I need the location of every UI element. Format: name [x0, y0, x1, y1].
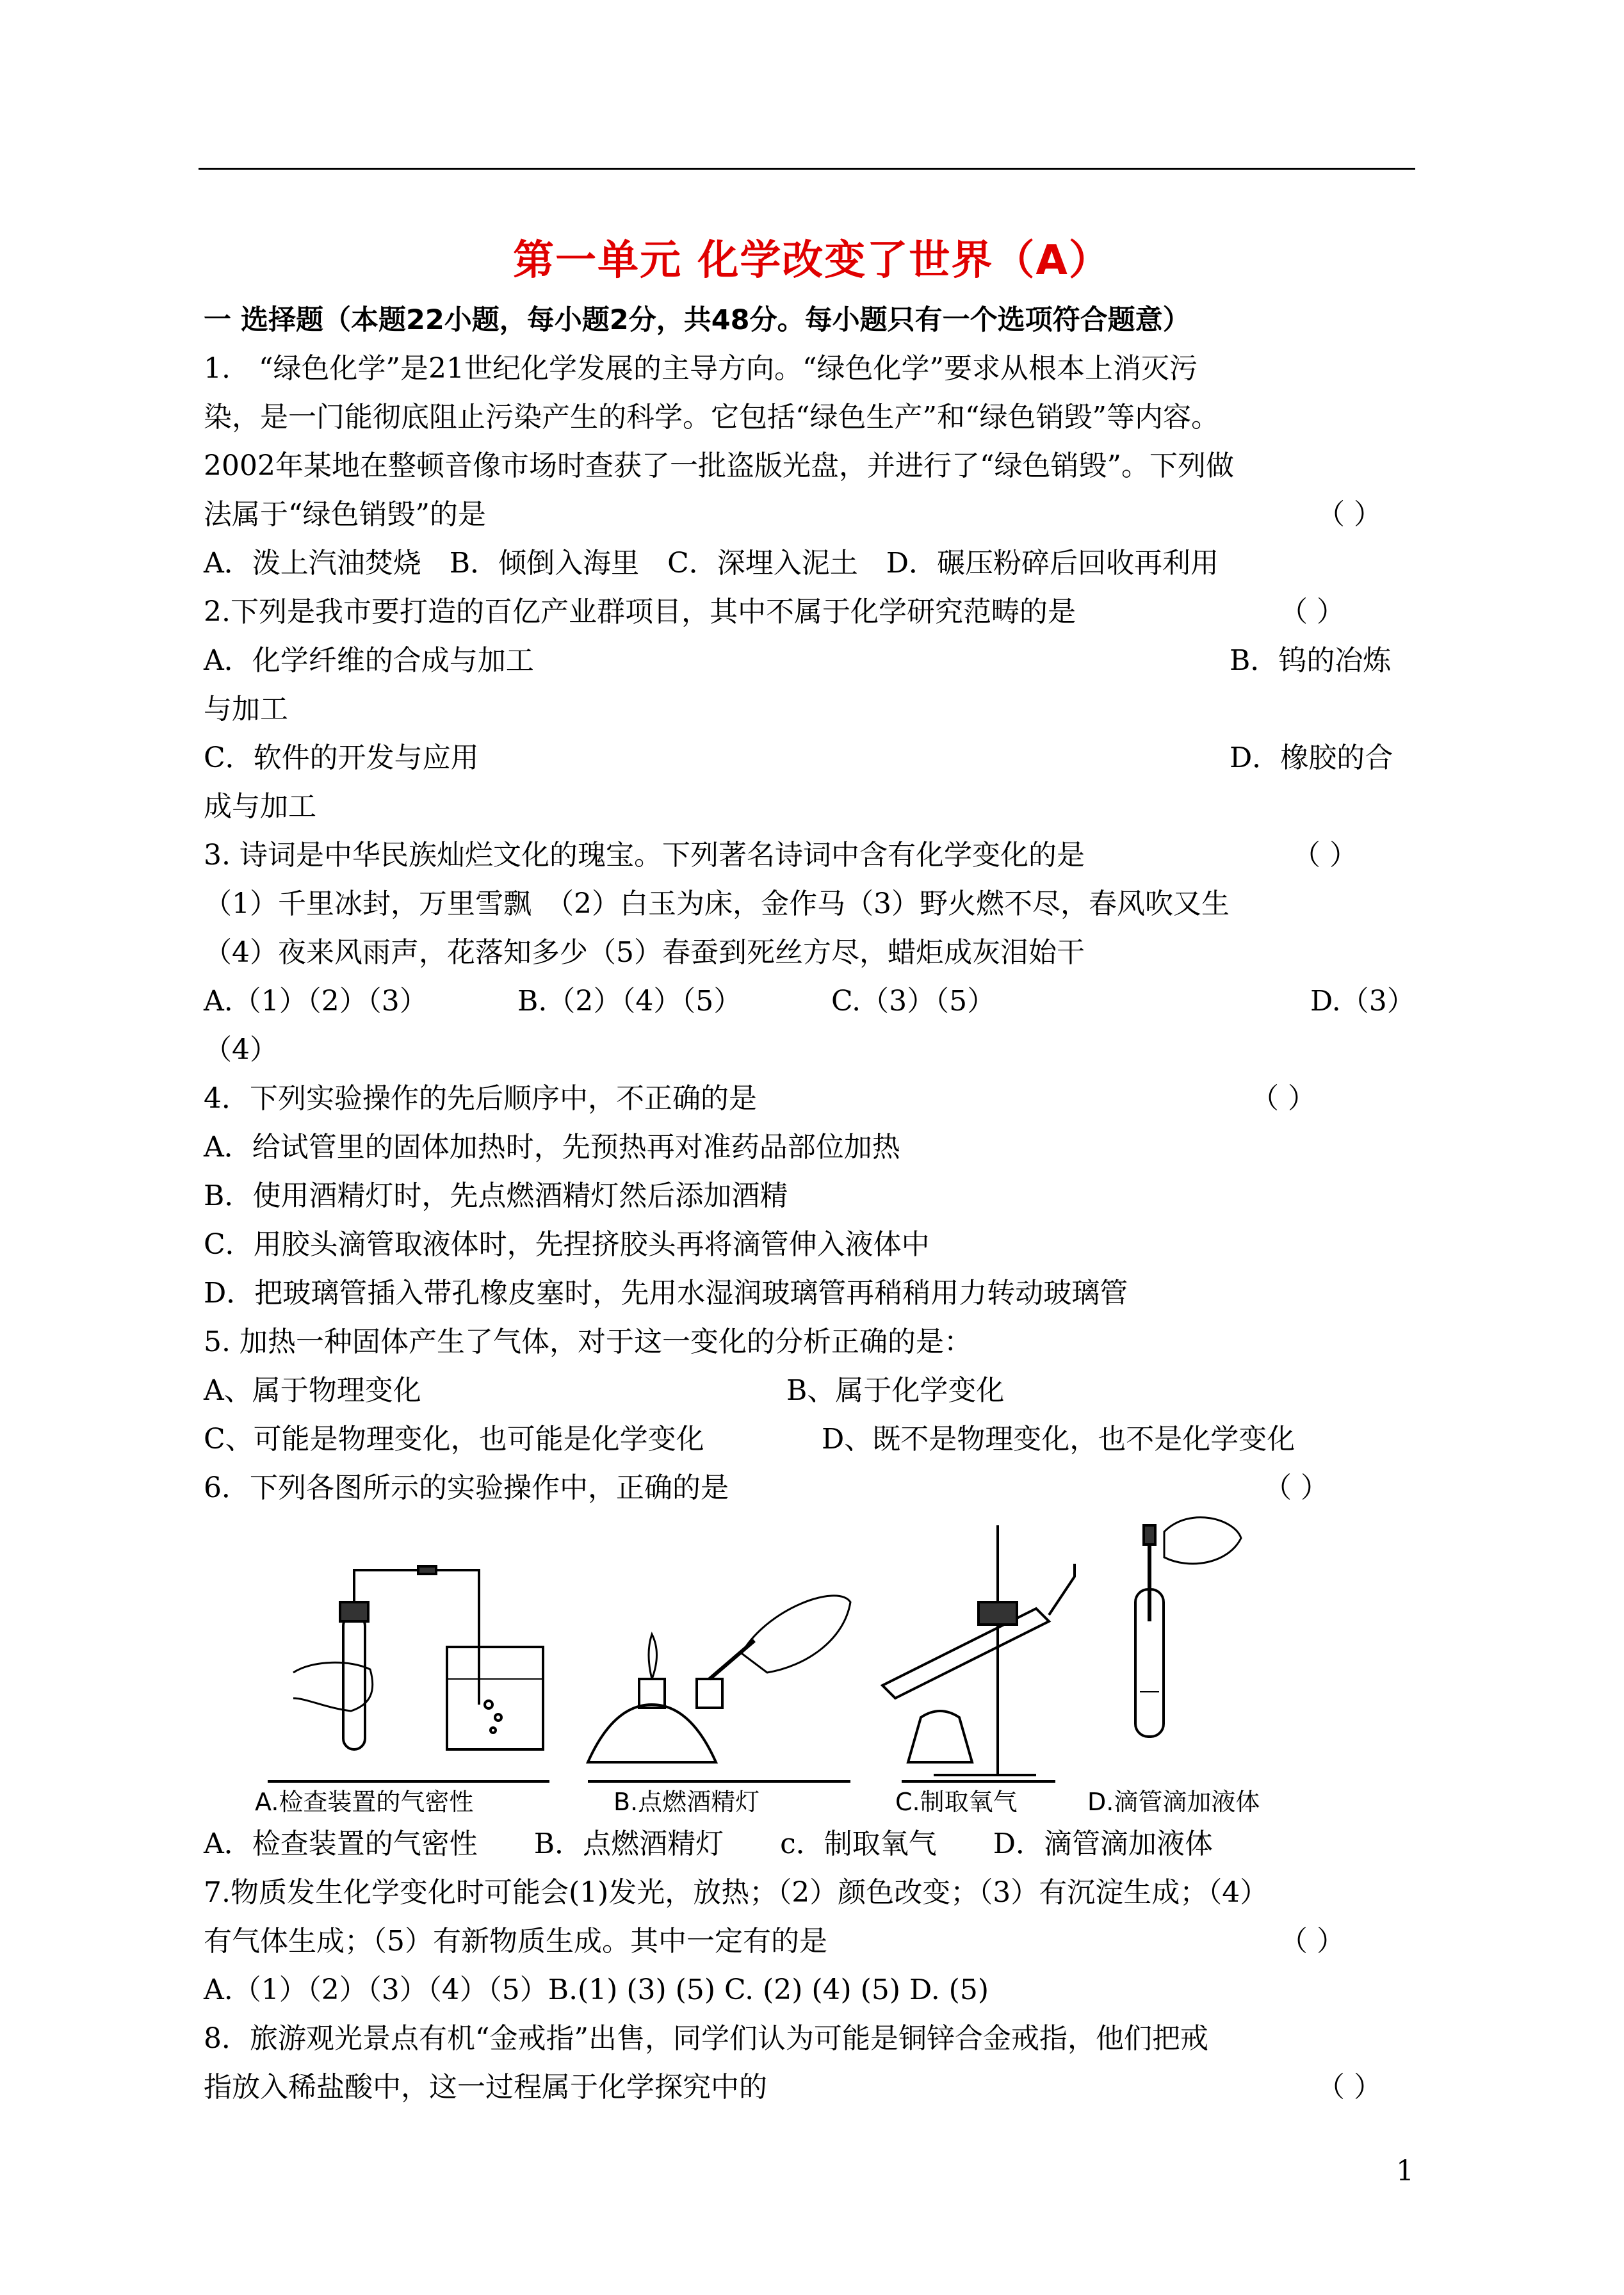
q2-options-ab	[204, 637, 1420, 685]
q8-stem-end: 指放入稀盐酸中，这一过程属于化学探究中的	[204, 2071, 767, 2104]
q2-option-b: B．钨的冶炼	[1230, 644, 1392, 677]
q5-stem: 5. 加热一种固体产生了气体，对于这一变化的分析正确的是：	[204, 1326, 972, 1358]
q5-options-cd	[204, 1415, 1420, 1464]
q3-stem-line	[204, 831, 1420, 880]
q3-answer-paren: （ ）	[1292, 839, 1358, 872]
q3-option-d: D.（3）	[1310, 985, 1415, 1018]
exam-content	[204, 296, 1420, 2112]
q4-answer-paren: （ ）	[1251, 1082, 1316, 1115]
q4-stem-line	[204, 1075, 1420, 1123]
airtightness-check-drawing	[268, 1566, 549, 1781]
fig-caption-a: A.检查装置的气密性	[255, 1788, 474, 1816]
lab-operations-illustration	[204, 1512, 1420, 1816]
q7-options: A.（1）（2）（3）（4）（5）B.(1) (3) (5) C. (2) (4) (5) D. (5)	[204, 1974, 989, 2006]
q4-option-a: A．给试管里的固体加热时，先预热再对准药品部位加热	[204, 1131, 900, 1164]
q2-stem: 2.下列是我市要打造的百亿产业群项目，其中不属于化学研究范畴的是	[204, 596, 1076, 628]
q7-line-1: 7.物质发生化学变化时可能会(1)发光，放热；（2）颜色改变；（3）有沉淀生成；（4）	[204, 1876, 1269, 1909]
q2-option-d: D．橡胶的合	[1230, 742, 1393, 774]
q7-stem-end: 有气体生成；（5）有新物质生成。其中一定有的是	[204, 1925, 827, 1958]
page-number: 1	[1396, 2155, 1414, 2187]
q6-stem-line	[204, 1464, 1420, 1512]
q1-line-4	[204, 491, 1420, 539]
q6-stem: 6．下列各图所示的实验操作中，正确的是	[204, 1472, 729, 1504]
fig-caption-b: B.点燃酒精灯	[613, 1788, 760, 1816]
q4-option-b: B．使用酒精灯时，先点燃酒精灯然后添加酒精	[204, 1180, 788, 1212]
q1-line-2: 染，是一门能彻底阻止污染产生的科学。它包括“绿色生产”和“绿色销毁”等内容。	[204, 401, 1219, 434]
q3-poems-2: （4）夜来风雨声，花落知多少（5）春蚕到死丝方尽，蜡炬成灰泪始干	[204, 936, 1085, 969]
q7-line-2	[204, 1917, 1420, 1966]
q2-option-c: C．软件的开发与应用	[204, 742, 479, 774]
q3-option-d-wrap: （4）	[204, 1034, 278, 1066]
q3-option-a: A.（1）（2）（3）	[204, 985, 428, 1018]
q4-option-d: D．把玻璃管插入带孔橡皮塞时，先用水湿润玻璃管再稍稍用力转动玻璃管	[204, 1277, 1128, 1310]
oxygen-preparation-drawing	[882, 1525, 1075, 1781]
q3-option-b: B.（2）（4）（5）	[517, 985, 742, 1018]
q1-options: A．泼上汽油焚烧 B．倾倒入海里 C．深埋入泥土 D．碾压粉碎后回收再利用	[204, 547, 1219, 580]
dropper-adding-liquid-drawing	[1135, 1518, 1241, 1737]
q8-answer-paren: （ ）	[1317, 2071, 1382, 2104]
page-title: 第一单元 化学改变了世界（A）	[513, 237, 1111, 284]
q5-options-ab	[204, 1366, 1420, 1415]
q2-option-a: A．化学纤维的合成与加工	[204, 644, 534, 677]
q2-options-cd	[204, 734, 1420, 783]
header-rule	[199, 168, 1415, 170]
fig-caption-d: D.滴管滴加液体	[1087, 1788, 1260, 1816]
fig-caption-c: C.制取氧气	[895, 1788, 1018, 1816]
q1-line-3: 2002年某地在整顿音像市场时查获了一批盗版光盘，并进行了“绿色销毁”。下列做	[204, 450, 1234, 482]
q6-figure	[204, 1512, 1420, 1816]
q5-option-d: D、既不是物理变化，也不是化学变化	[822, 1423, 1295, 1456]
q6-answer-paren: （ ）	[1263, 1472, 1329, 1504]
q6-options: A．检查装置的气密性 B．点燃酒精灯 c．制取氧气 D．滴管滴加液体	[204, 1828, 1214, 1860]
q2-option-b-wrap: 与加工	[204, 693, 288, 726]
q3-option-c: C.（3）（5）	[831, 985, 996, 1018]
q4-stem: 4．下列实验操作的先后顺序中，不正确的是	[204, 1082, 757, 1115]
q2-stem-line	[204, 588, 1420, 637]
q8-line-1: 8．旅游观光景点有机“金戒指”出售，同学们认为可能是铜锌合金戒指，他们把戒	[204, 2022, 1208, 2055]
q1-answer-paren: （ ）	[1317, 498, 1382, 531]
q5-option-c: C、可能是物理变化，也可能是化学变化	[204, 1423, 704, 1456]
q5-option-b: B、属于化学变化	[786, 1374, 1005, 1407]
q1-line-1: 1. “绿色化学”是21世纪化学发展的主导方向。“绿色化学”要求从根本上消灭污	[204, 352, 1198, 385]
q3-stem: 3. 诗词是中华民族灿烂文化的瑰宝。下列著名诗词中含有化学变化的是	[204, 839, 1085, 872]
q1-stem-end: 法属于“绿色销毁”的是	[204, 498, 486, 531]
q5-option-a: A、属于物理变化	[204, 1374, 421, 1407]
q8-line-2	[204, 2063, 1420, 2112]
q3-poems-1: （1）千里冰封，万里雪飘 （2）白玉为床，金作马（3）野火燃不尽，春风吹又生	[204, 888, 1230, 920]
lighting-alcohol-lamp-drawing	[588, 1596, 850, 1781]
q4-option-c: C．用胶头滴管取液体时，先捏挤胶头再将滴管伸入液体中	[204, 1228, 930, 1261]
q7-answer-paren: （ ）	[1279, 1925, 1345, 1958]
q2-answer-paren: （ ）	[1279, 596, 1345, 628]
q3-options	[204, 977, 1420, 1026]
q2-option-d-wrap: 成与加工	[204, 790, 316, 823]
section-heading: 一 选择题（本题22小题，每小题2分，共48分。每小题只有一个选项符合题意）	[204, 304, 1190, 336]
